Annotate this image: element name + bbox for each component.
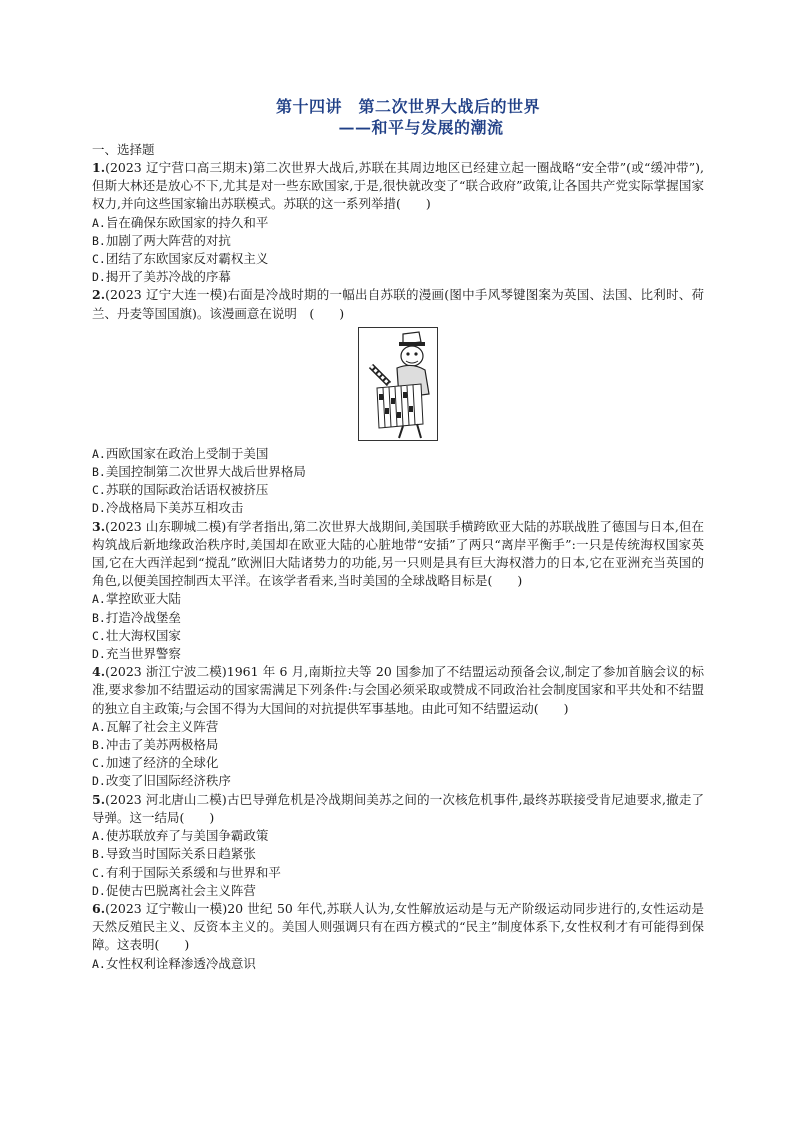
option-a[interactable]: A.旨在确保东欧国家的持久和平 bbox=[92, 214, 269, 230]
question-number: 3. bbox=[92, 518, 106, 534]
question-3 bbox=[92, 518, 704, 664]
option-b[interactable]: B.美国控制第二次世界大战后世界格局 bbox=[92, 464, 306, 480]
option-c[interactable]: C.苏联的国际政治话语权被挤压 bbox=[92, 482, 269, 498]
question-text: (2023 浙江宁波二模)1961 年 6 月,南斯拉夫等 20 国参加了不结盟运动预备会议,制定了参加首脑会议的标准,要求参加不结盟运动的国家需满足下列条件:与会国必须采取或赞成不同政治社会制度国家和平共处和不结盟的独立自主政策;与会国不得为大国间的对抗提供军事基地。由此可知不结盟运动( ) bbox=[92, 664, 704, 716]
question-4 bbox=[92, 663, 704, 790]
cartoon-drawing-icon bbox=[359, 328, 437, 440]
question-text: (2023 河北唐山二模)古巴导弹危机是冷战期间美苏之间的一次核危机事件,最终苏联接受肯尼迪要求,撤走了导弹。这一结局( ) bbox=[92, 791, 704, 825]
question-text: (2023 辽宁大连一模)右面是冷战时期的一幅出自苏联的漫画(图中手风琴键图案为英国、法国、比利时、荷兰、丹麦等国国旗)。该漫画意在说明 ( ) bbox=[92, 287, 704, 321]
option-d[interactable]: D.改变了旧国际经济秩序 bbox=[92, 773, 231, 789]
section-heading: 一、选择题 bbox=[92, 142, 155, 157]
option-d[interactable]: D.冷战格局下美苏互相攻击 bbox=[92, 500, 244, 516]
question-number: 1. bbox=[92, 160, 106, 175]
option-c[interactable]: C.壮大海权国家 bbox=[92, 627, 181, 643]
question-number: 2. bbox=[92, 287, 106, 303]
title-line-1: 第十四讲 第二次世界大战后的世界 bbox=[275, 97, 540, 116]
question-number: 4. bbox=[92, 664, 106, 680]
title-line-2: ——和平与发展的潮流 bbox=[338, 118, 504, 137]
option-a[interactable]: A.西欧国家在政治上受制于美国 bbox=[92, 445, 269, 461]
option-d[interactable]: D.揭开了美苏冷战的序幕 bbox=[92, 269, 231, 285]
option-a[interactable]: A.掌控欧亚大陆 bbox=[92, 591, 181, 607]
option-c[interactable]: C.加速了经济的全球化 bbox=[92, 755, 219, 771]
question-text: (2023 辽宁鞍山一模)20 世纪 50 年代,苏联人认为,女性解放运动是与无产阶级运动同步进行的,女性运动是天然反殖民主义、反资本主义的。美国人则强调只有在西方模式的“民主”制度体系下,女性权利才有可能得到保障。这表明( ) bbox=[92, 900, 704, 953]
soviet-cartoon-image bbox=[358, 327, 438, 441]
option-a[interactable]: A.使苏联放弃了与美国争霸政策 bbox=[92, 828, 269, 844]
question-2 bbox=[92, 286, 704, 517]
option-c[interactable]: C.团结了东欧国家反对霸权主义 bbox=[92, 251, 269, 267]
lesson-title bbox=[92, 96, 704, 138]
question-number: 5. bbox=[92, 791, 106, 807]
option-d[interactable]: D.充当世界警察 bbox=[92, 646, 181, 662]
option-b[interactable]: B.加剧了两大阵营的对抗 bbox=[92, 232, 231, 248]
question-text: (2023 山东聊城二模)有学者指出,第二次世界大战期间,美国联手横跨欧亚大陆的苏联战胜了德国与日本,但在构筑战后新地缘政治秩序时,美国却在欧亚大陆的心脏地带“安插”了两只“离岸平衡手”:一只是传统海权国家英国,它在大西洋起到“搅乱”欧洲旧大陆诸势力的功能,另一只则是具有巨大海权潜力的日本,它在亚洲充当英国的角色,以便美国控制西太平洋。在该学者看来,当时美国的全球战略目标是( ) bbox=[92, 518, 704, 589]
document-page bbox=[92, 96, 704, 973]
question-text: (2023 辽宁营口高三期末)第二次世界大战后,苏联在其周边地区已经建立起一圈战略“安全带”(或“缓冲带”),但斯大林还是放心不下,尤其是对一些东欧国家,于是,很快就改变了“联合政府”政策,让各国共产党实际掌握国家权力,并向这些国家输出苏联模式。苏联的这一系列举措( ) bbox=[92, 160, 704, 212]
option-a[interactable]: A.瓦解了社会主义阵营 bbox=[92, 718, 219, 734]
question-number: 6. bbox=[92, 900, 106, 916]
option-d[interactable]: D.促使古巴脱离社会主义阵营 bbox=[92, 882, 256, 898]
question-1 bbox=[92, 159, 704, 286]
option-b[interactable]: B.打造冷战堡垒 bbox=[92, 609, 181, 625]
option-c[interactable]: C.有利于国际关系缓和与世界和平 bbox=[92, 864, 281, 880]
question-6 bbox=[92, 900, 704, 973]
option-a[interactable]: A.女性权利诠释渗透冷战意识 bbox=[92, 955, 256, 971]
question-5 bbox=[92, 791, 704, 900]
option-b[interactable]: B.导致当时国际关系日趋紧张 bbox=[92, 846, 256, 862]
option-b[interactable]: B.冲击了美苏两极格局 bbox=[92, 737, 219, 753]
